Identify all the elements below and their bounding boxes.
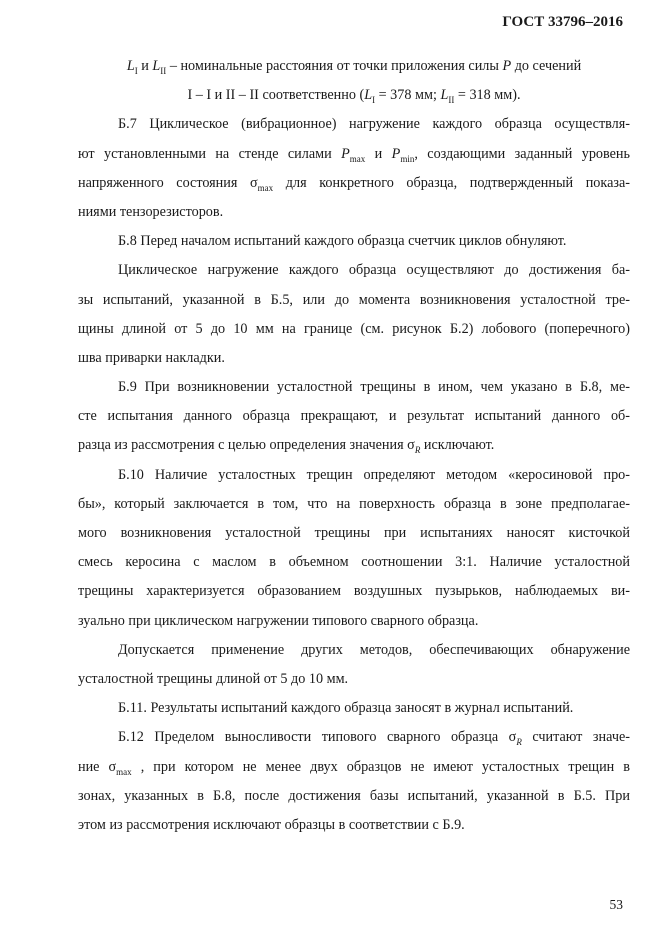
- text-line: сте испытания данного образца прекращают, и результат испытаний данного об-: [78, 408, 630, 425]
- text-line: I – I и II – II соответственно ($L_I = 378$ мм; $L_{II} = 318$ мм).: [187, 87, 521, 106]
- page-number: 53: [609, 897, 623, 912]
- text-line: напряженного состояния $\sigma_{max}$ для конкретного образца, подтвержденный показа-: [78, 174, 630, 193]
- text-line: Б.8 Перед началом испытаний каждого образца счетчик циклов обнуляют.: [118, 233, 567, 250]
- paragraph-b8: [78, 227, 630, 256]
- text-line: ют установленными на стенде силами $P_{max}$ и $P_{min}$, создающими заданный уровень: [78, 145, 630, 164]
- text-line: бы», который заключается в том, что на поверхность образца в зоне предполагае-: [78, 495, 630, 512]
- text-line: Допускается применение других методов, обеспечивающих обнаружение: [118, 641, 630, 658]
- text-line: трещины характеризуется образованием воздушных пузырьков, наблюдаемых ви-: [78, 583, 630, 600]
- text-line: Б.12 Пределом выносливости типового сварного образца $\sigma_R$ считают значе-: [118, 729, 630, 748]
- text-line: смесь керосина с маслом в объемном соотношении 3:1. Наличие усталостной: [78, 554, 630, 571]
- text-line: Б.7 Циклическое (вибрационное) нагружение каждого образца осуществля-: [118, 116, 630, 133]
- paragraph-b7: [78, 110, 630, 227]
- text-line: Б.10 Наличие усталостных трещин определяют методом «керосиновой про-: [118, 466, 630, 483]
- paragraph-b10-alt: [78, 636, 630, 694]
- text-line: щины длиной от 5 до 10 мм на границе (см. рисунок Б.2) лобового (поперечного): [78, 320, 630, 337]
- text-line: этом из рассмотрения исключают образцы в соответствии с Б.9.: [78, 816, 465, 833]
- text-line: ние $\sigma_{max}$ , при котором не менее двух образцов не имеют усталостных трещин в: [78, 758, 630, 777]
- paragraph-b10: [78, 461, 630, 636]
- text-line: мого возникновения усталостной трещины при испытаниях наносят кисточкой: [78, 525, 630, 541]
- text-line: $L_I$ и $L_{II}$ – номинальные расстояния от точки приложения силы P до сечений: [126, 58, 582, 76]
- text-line: зуально при циклическом нагружении типового сварного образца.: [78, 612, 479, 629]
- document-header: ГОСТ 33796–2016: [502, 14, 623, 30]
- text-line: ниями тензорезисторов.: [78, 203, 224, 220]
- text-line: усталостной трещины длиной от 5 до 10 мм.: [78, 670, 349, 687]
- paragraph-distances: [78, 52, 630, 110]
- text-line: зонах, указанных в Б.8, после достижения базы испытаний, указанной в Б.5. При: [78, 787, 630, 804]
- paragraph-b12: [78, 723, 630, 840]
- paragraph-b9: [78, 373, 630, 461]
- text-line: разца из рассмотрения с целью определения значения $\sigma_R$ исключают.: [78, 437, 495, 456]
- text-line: Б.9 При возникновении усталостной трещины в ином, чем указано в Б.8, ме-: [118, 379, 630, 396]
- paragraph-b8-cont: [78, 256, 630, 373]
- text-line: Б.11. Результаты испытаний каждого образца заносят в журнал испытаний.: [118, 700, 574, 717]
- text-line: шва приварки накладки.: [78, 349, 225, 366]
- text-line: зы испытаний, указанной в Б.5, или до момента возникновения усталостной тре-: [78, 291, 630, 308]
- paragraph-b11: [78, 694, 630, 723]
- text-line: Циклическое нагружение каждого образца осуществляют до достижения ба-: [118, 262, 630, 279]
- document-body: [78, 52, 630, 840]
